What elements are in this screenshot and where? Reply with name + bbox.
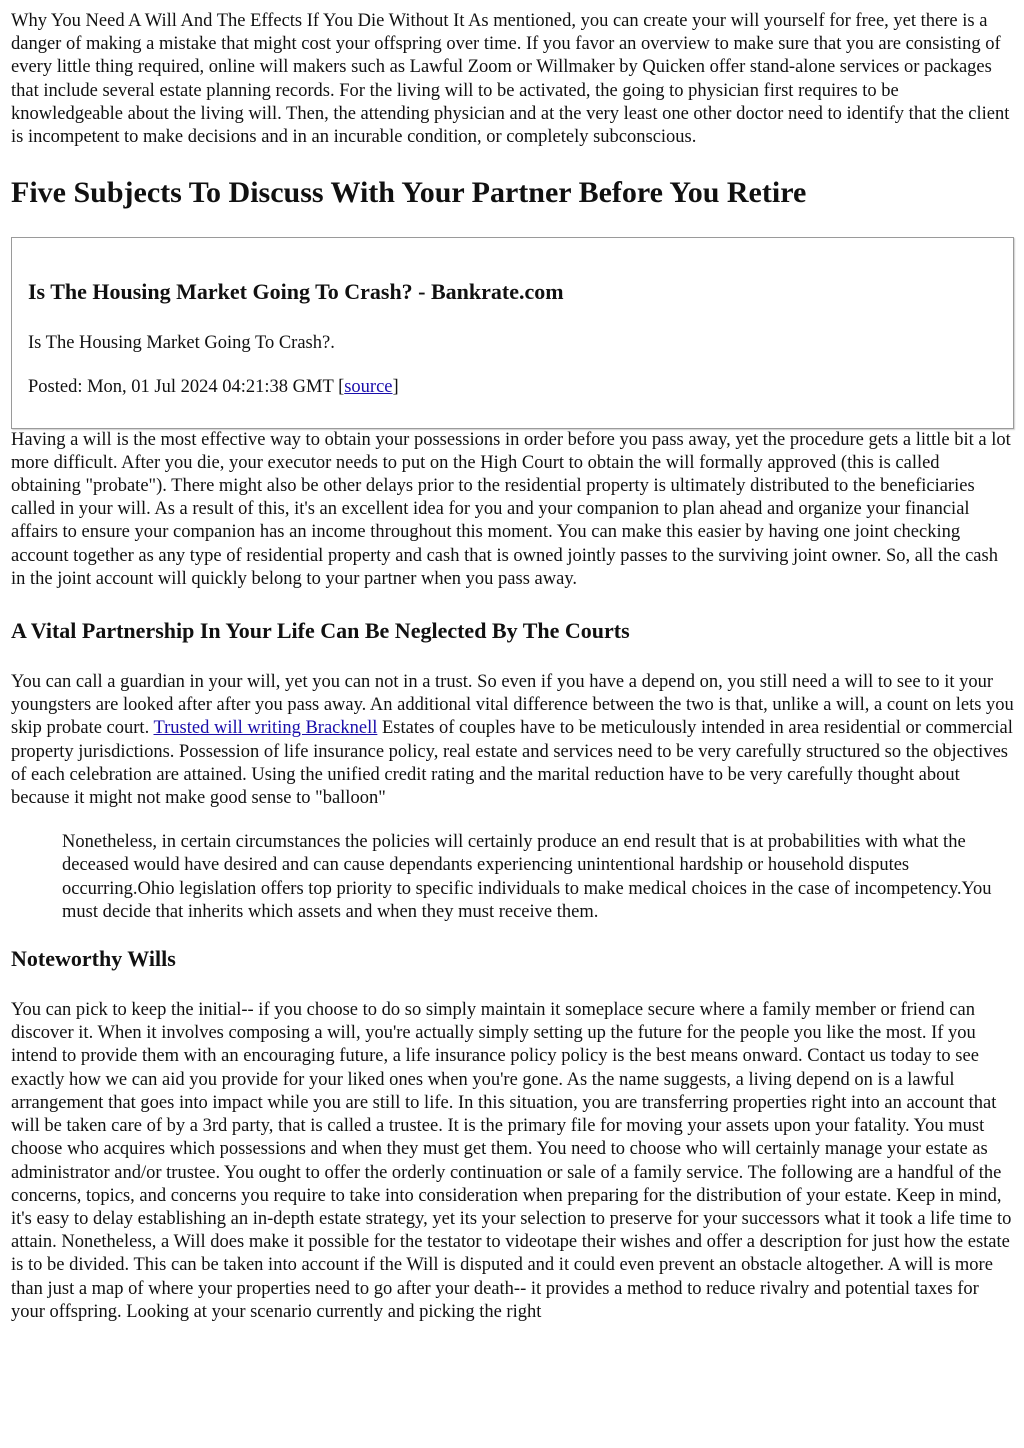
paragraph-text-start: You can call a guardian in your will, yet you can not in a trust. So even if you have a depend on, you still need a will to see to it your youngsters are looked after after you pass away. An additional vital difference between the two is that, unlike a will, a count on lets you skip probate court. (11, 672, 1014, 739)
news-card-posted (28, 376, 997, 399)
page-title: Five Subjects To Discuss With Your Partner Before You Retire (11, 176, 807, 210)
body-paragraph-guardian (11, 671, 1014, 810)
blockquote: Nonetheless, in certain circumstances the policies will certainly produce an end result that is at probabilities with what the deceased would have desired and can cause dependants experiencing unintentional hardship or household disputes occurring.Ohio legislation offers top priority to specific individuals to make medical choices in the case of incompetency.You must decide that inherits which assets and when they must receive them. (62, 832, 992, 922)
news-card (11, 237, 1014, 428)
will-writing-link[interactable]: Trusted will writing Bracknell (153, 718, 378, 739)
body-paragraph: Having a will is the most effective way to obtain your possessions in order before you pass away, yet the procedure gets a little bit a lot more difficult. After you die, your executor needs to put on the High Court to obtain the will formally approved (this is called obtaining "probate"). There might also be other delays prior to the residential property is ultimately distributed to the beneficiaries called in your will. As a result of this, it's an excellent idea for you and your companion to plan ahead and organize your financial affairs to ensure your companion has an income throughout this moment. You can make this easier by having one joint checking account together as any type of residential property and cash that is owned jointly passes to the surviving joint owner. So, all the cash in the joint account will quickly belong to your partner when you pass away. (11, 429, 1011, 589)
paragraph-text-end: Estates of couples have to be meticulously intended in area residential or commercial property jurisdictions. Possession of life insurance policy, real estate and services need to be very carefully structured so the objectives of each celebration are attained. Using the unified credit rating and the marital reduction have to be very carefully thought about because it might not make good sense to "balloon" (11, 718, 1013, 809)
posted-close-bracket: ] (392, 377, 399, 398)
news-card-title: Is The Housing Market Going To Crash? - Bankrate.com (28, 279, 564, 305)
news-card-summary: Is The Housing Market Going To Crash?. (28, 333, 335, 354)
intro-paragraph: Why You Need A Will And The Effects If You Die Without It As mentioned, you can create your will yourself for free, yet there is a danger of making a mistake that might cost your offspring over time. If you favor an overview to make sure that you are consisting of every little thing required, online will makers such as Lawful Zoom or Willmaker by Quicken offer stand-alone services or packages that include several estate planning records. For the living will to be activated, the going to physician first requires to be knowledgeable about the living will. Then, the attending physician and at the very least one other doctor need to identify that the client is incompetent to make decisions and in an incurable condition, or completely subconscious. (11, 11, 1010, 148)
posted-date: Posted: Mon, 01 Jul 2024 04:21:38 GMT [ (28, 377, 345, 398)
section-heading-noteworthy-wills: Noteworthy Wills (11, 946, 176, 972)
source-link[interactable]: source (344, 377, 393, 398)
body-paragraph-wills: You can pick to keep the initial-- if you choose to do so simply maintain it someplace secure where a family member or friend can discover it. When it involves composing a will, you're actually simply setting up the future for the people you like the most. If you intend to provide them with an encouraging future, a life insurance policy policy is the best means onward. Contact us today to see exactly how we can aid you provide for your liked ones when you're gone. As the name suggests, a living depend on is a lawful arrangement that goes into impact while you are still to life. In this situation, you are transferring properties right into an account that will be taken care of by a 3rd party, that is called a trustee. It is the primary file for moving your assets upon your fatality. You must choose who acquires which possessions and when they must get them. You need to choose who will certainly manage your estate as administrator and/or trustee. You ought to offer the orderly continuation or sale of a family service. The following are a handful of the concerns, topics, and concerns you require to take into consideration when preparing for the distribution of your estate. Keep in mind, it's easy to delay establishing an in-depth estate strategy, yet its your selection to preserve for your successors what it took a life time to attain. Nonetheless, a Will does make it possible for the testator to videotape their wishes and offer a description for just how the estate is to be divided. This can be taken into account if the Will is disputed and it could even prevent an obstacle altogether. A will is more than just a map of where your properties need to go after your death-- it provides a method to reduce rivalry and potential taxes for your offspring. Looking at your scenario currently and picking the right (11, 1000, 1012, 1322)
section-heading-partnership: A Vital Partnership In Your Life Can Be Neglected By The Courts (11, 618, 630, 644)
